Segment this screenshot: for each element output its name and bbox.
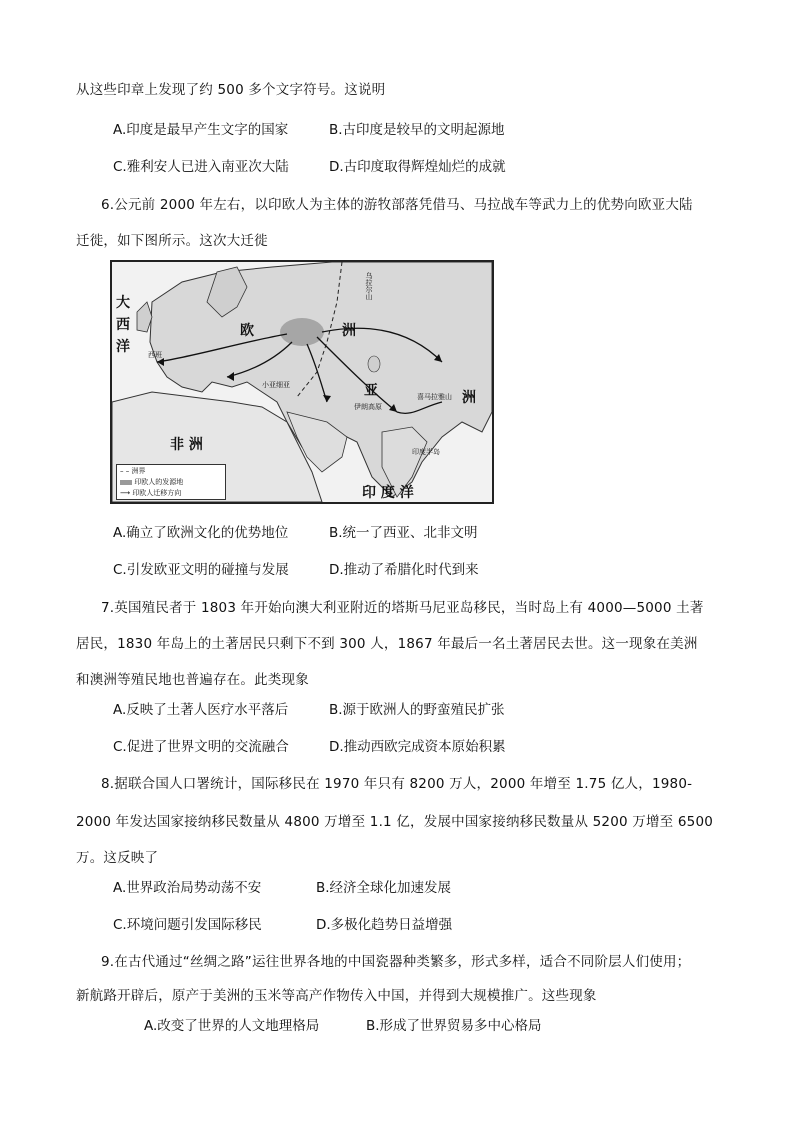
q5-option-b[interactable]: B.古印度是较早的文明起源地 [329,122,505,138]
q6-stem-line2: 迁徙，如下图所示。这次大迁徙 [76,233,268,249]
lake-island [368,356,380,372]
map-label-ural: 乌拉尔山 [365,272,373,300]
q6-option-b[interactable]: B.统一了西亚、北非文明 [329,525,478,541]
map-label-himalaya: 喜马拉雅山 [417,393,452,401]
map-label-africa: 非 洲 [170,437,203,453]
map-label-asia-1: 亚 [364,383,378,399]
q5-option-d[interactable]: D.古印度取得辉煌灿烂的成就 [329,159,506,175]
map-legend [116,464,226,500]
legend-row-homeland [120,477,222,488]
q7-stem-line3: 和澳洲等殖民地也普遍存在。此类现象 [76,672,309,688]
legend-homeland-swatch [120,480,132,485]
q9-stem-line2: 新航路开辟后，原产于美洲的玉米等高产作物传入中国，并得到大规模推广。这些现象 [76,988,597,1004]
q7-option-d[interactable]: D.推动西欧完成资本原始积累 [329,739,506,755]
map-label-atlantic-3: 洋 [116,339,130,355]
migration-map [110,260,494,504]
q5-option-c[interactable]: C.雅利安人已进入南亚次大陆 [113,159,289,175]
legend-homeland-label: 印欧人的发源地 [134,478,184,486]
q7-option-c[interactable]: C.促进了世界文明的交流融合 [113,739,289,755]
map-label-india-peninsula: 印度半岛 [412,448,440,456]
map-label-atlantic-2: 西 [116,317,130,333]
q8-option-d[interactable]: D.多极化趋势日益增强 [316,917,453,933]
q8-option-b[interactable]: B.经济全球化加速发展 [316,880,452,896]
q8-stem-line3: 万。这反映了 [76,850,159,866]
q8-option-a[interactable]: A.世界政治局势动荡不安 [113,880,262,896]
indo-european-homeland [280,318,324,346]
q9-stem-line1: 9.在古代通过“丝绸之路”运往世界各地的中国瓷器种类繁多，形式多样，适合不同阶层人们使用； [101,954,691,970]
q5-option-a[interactable]: A.印度是最早产生文字的国家 [113,122,289,138]
map-label-europe-2: 洲 [342,323,356,339]
q6-stem-line1: 6.公元前 2000 年左右，以印欧人为主体的游牧部落凭借马、马拉战车等武力上的优势向欧亚大陆 [101,197,693,213]
q7-option-b[interactable]: B.源于欧洲人的野蛮殖民扩张 [329,702,505,718]
q8-stem-line1: 8.据联合国人口署统计，国际移民在 1970 年只有 8200 万人，2000 年增至 1.75 亿人，1980- [101,776,693,792]
q8-option-c[interactable]: C.环境问题引发国际移民 [113,917,262,933]
legend-row-direction [120,488,222,499]
map-label-europe-1: 欧 [240,323,254,339]
legend-arrow-symbol: ⟶ [120,489,133,497]
map-label-iberia: 西班 [148,351,162,359]
q6-option-c[interactable]: C.引发欧亚文明的碰撞与发展 [113,562,289,578]
map-label-iran-plateau: 伊朗高原 [354,403,382,411]
map-label-asia-2: 洲 [462,390,476,406]
legend-row-boundary [120,466,222,477]
q7-option-a[interactable]: A.反映了土著人医疗水平落后 [113,702,289,718]
q6-option-d[interactable]: D.推动了希腊化时代到来 [329,562,479,578]
q7-stem-line2: 居民，1830 年岛上的土著居民只剩下不到 300 人，1867 年最后一名土著居民去世。这一现象在美洲 [76,636,698,652]
q7-stem-line1: 7.英国殖民者于 1803 年开始向澳大利亚附近的塔斯马尼亚岛移民，当时岛上有 4000—5000 土著 [101,600,704,616]
legend-direction-label: 印欧人迁移方向 [132,489,182,497]
legend-boundary-label: 洲界 [131,467,146,475]
map-label-indian-ocean: 印 度 洋 [362,485,414,501]
q6-option-a[interactable]: A.确立了欧洲文化的优势地位 [113,525,289,541]
q9-option-b[interactable]: B.形成了世界贸易多中心格局 [366,1018,542,1034]
map-label-atlantic-1: 大 [116,295,130,311]
q9-option-a[interactable]: A.改变了世界的人文地理格局 [144,1018,320,1034]
map-label-atlantic [116,292,130,358]
legend-dash-symbol: – – [120,467,132,475]
q8-stem-line2: 2000 年发达国家接纳移民数量从 4800 万增至 1.1 亿，发展中国家接纳移民数量从 5200 万增至 6500 [76,814,714,830]
map-label-asia-minor: 小亚细亚 [262,381,290,389]
q5-stem-tail: 从这些印章上发现了约 500 多个文字符号。这说明 [76,82,386,98]
